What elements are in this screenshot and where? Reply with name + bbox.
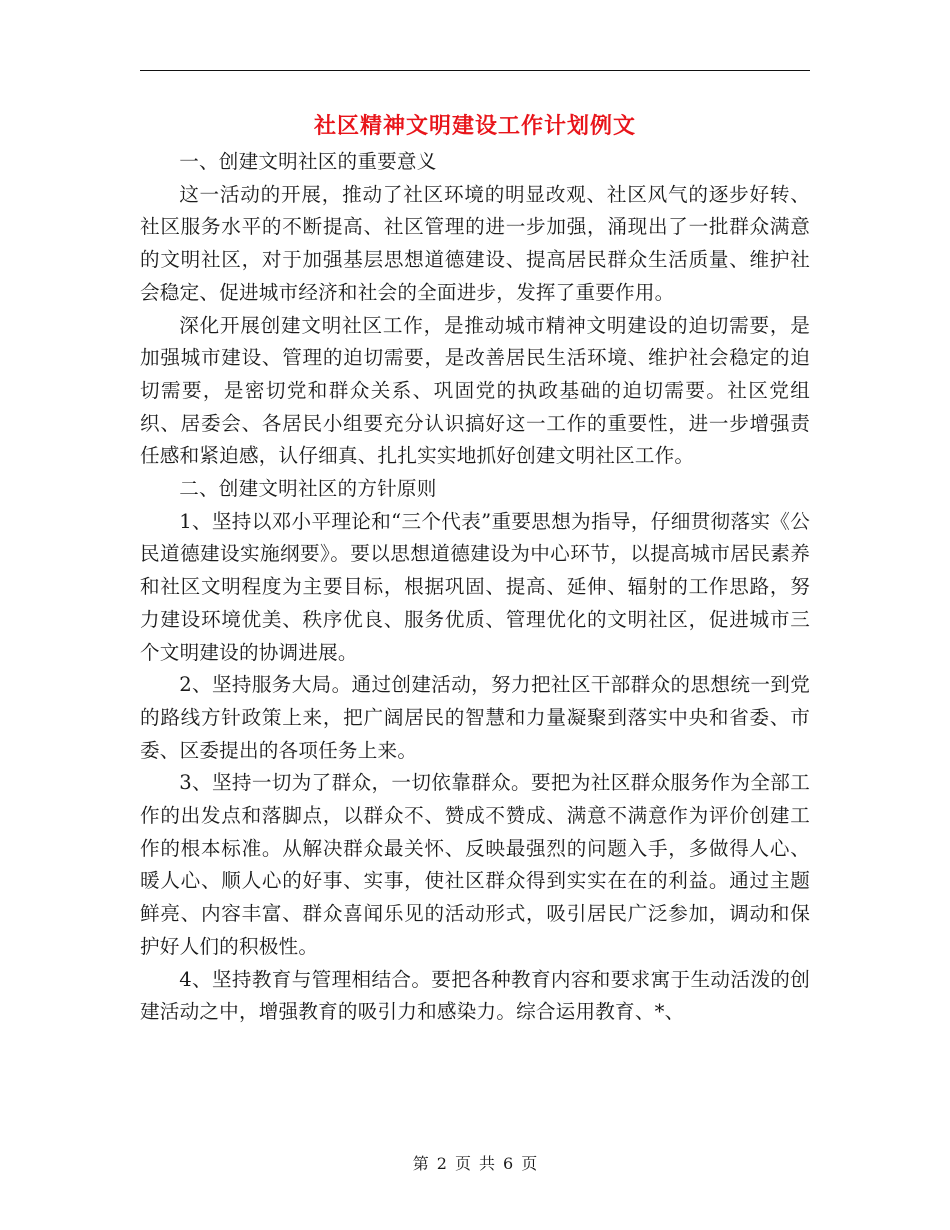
document-title: 社区精神文明建设工作计划例文 [313, 113, 636, 139]
footer-page-number: 2 [436, 1154, 447, 1173]
paragraph: 这一活动的开展，推动了社区环境的明显改观、社区风气的逐步好转、社区服务水平的不断提高、社区管理的进一步加强，涌现出了一批群众满意的文明社区，对于加强基层思想道德建设、提高居民群众生活质量、维护社会稳定、促进城市经济和社会的全面进步，发挥了重要作用。 [140, 182, 810, 304]
footer-prefix: 第 [412, 1154, 429, 1173]
document-body [140, 146, 810, 1029]
header-rule [140, 70, 810, 71]
paragraph: 4、坚持教育与管理相结合。要把各种教育内容和要求寓于生动活泼的创建活动之中，增强教育的吸引力和感染力。综合运用教育、*、 [140, 967, 810, 1024]
footer-total-pages: 6 [503, 1154, 514, 1173]
section-heading-1: 一、创建文明社区的重要意义 [179, 150, 437, 173]
paragraph: 2、坚持服务大局。通过创建活动，努力把社区干部群众的思想统一到党的路线方针政策上来，把广阔居民的智慧和力量凝聚到落实中央和省委、市委、区委提出的各项任务上来。 [140, 673, 810, 762]
paragraph: 3、坚持一切为了群众，一切依靠群众。要把为社区群众服务作为全部工作的出发点和落脚点，以群众不、赞成不赞成、满意不满意作为评价创建工作的根本标准。从解决群众最关怀、反映最强烈的问题入手，多做得人心、暖人心、顺人心的好事、实事，使社区群众得到实实在在的利益。通过主题鲜亮、内容丰富、群众喜闻乐见的活动形式，吸引居民广泛参加，调动和保护好人们的积极性。 [140, 771, 810, 958]
footer-page-word: 页 [454, 1154, 471, 1173]
page-footer [0, 1152, 950, 1176]
paragraph: 深化开展创建文明社区工作，是推动城市精神文明建设的迫切需要，是加强城市建设、管理的迫切需要，是改善居民生活环境、维护社会稳定的迫切需要，是密切党和群众关系、巩固党的执政基础的迫切需要。社区党组织、居委会、各居民小组要充分认识搞好这一工作的重要性，进一步增强责任感和紧迫感，认仔细真、扎扎实实地抓好创建文明社区工作。 [140, 313, 810, 468]
footer-total-word: 共 [479, 1154, 496, 1173]
section-heading-2: 二、创建文明社区的方针原则 [179, 477, 437, 501]
paragraph: 1、坚持以邓小平理论和“三个代表”重要思想为指导，仔细贯彻落实《公民道德建设实施纲要》。要以思想道德建设为中心环节，以提高城市居民素养和社区文明程度为主要目标，根据巩固、提高、延伸、辐射的工作思路，努力建设环境优美、秩序优良、服务优质、管理优化的文明社区，促进城市三个文明建设的协调进展。 [140, 509, 810, 664]
footer-suffix: 页 [521, 1154, 538, 1173]
